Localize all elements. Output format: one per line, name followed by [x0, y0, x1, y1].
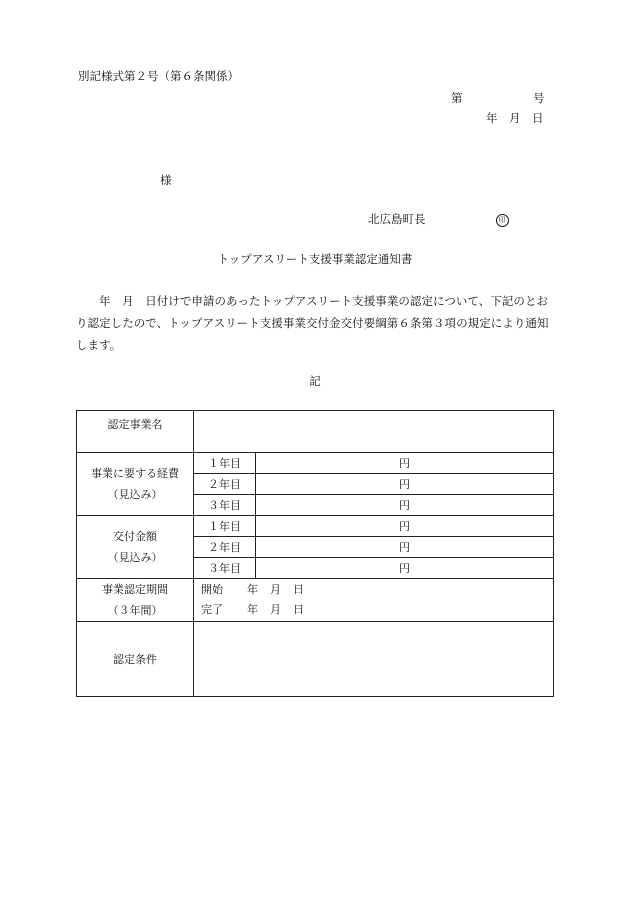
expense-amount-2[interactable]: 円: [256, 474, 554, 495]
seal-mark: 印: [496, 214, 509, 227]
grant-amount-1[interactable]: 円: [256, 516, 554, 537]
expense-amount-1[interactable]: 円: [256, 453, 554, 474]
expense-year-1: １年目: [194, 453, 256, 474]
addressee-suffix: 様: [160, 173, 172, 187]
conditions-label: 認定条件: [77, 622, 194, 697]
project-name-label: 認定事業名: [107, 417, 163, 431]
grant-label: 交付金額: [113, 530, 157, 543]
ki-heading: 記: [309, 374, 321, 388]
conditions-value[interactable]: [194, 622, 554, 697]
grant-row-1: [77, 516, 554, 537]
body-paragraph: 年 月 日付けで申請のあったトップアスリート支援事業の認定について、下記のとおり認定したので、トップアスリート支援事業交付金交付要綱第６条第３項の規定により通知します。: [76, 294, 549, 352]
project-name-value[interactable]: [194, 411, 554, 453]
form-label: 別記様式第２号（第６条関係）: [78, 69, 239, 83]
period-label-cell: [77, 579, 194, 622]
grant-label-cell: [77, 516, 194, 579]
grant-year-1: １年目: [194, 516, 256, 537]
sender-title: 北広島町長: [368, 212, 426, 226]
period-end-year: 年: [247, 603, 258, 616]
grant-year-2: ２年目: [194, 537, 256, 558]
expense-label-note: （見込み）: [107, 488, 163, 501]
details-table: [76, 410, 554, 697]
expense-amount-3[interactable]: 円: [256, 495, 554, 516]
period-end-label: 完了: [201, 603, 223, 616]
period-end-day: 日: [293, 603, 304, 616]
period-value-cell[interactable]: [194, 579, 554, 622]
period-label-note: （３年間）: [107, 604, 163, 617]
document-date: 年 月 日: [486, 111, 544, 125]
period-label: 事業認定期間: [102, 583, 168, 596]
grant-amount-3[interactable]: 円: [256, 558, 554, 579]
grant-amount-2[interactable]: 円: [256, 537, 554, 558]
period-end: [201, 600, 553, 620]
grant-year-3: ３年目: [194, 558, 256, 579]
project-name-label-cell: [77, 411, 194, 453]
period-start-month: 月: [270, 583, 281, 596]
project-name-row: [77, 411, 554, 453]
document-title: トップアスリート支援事業認定通知書: [217, 252, 413, 266]
expense-row-1: [77, 453, 554, 474]
expense-label-cell: [77, 453, 194, 516]
document-number-suffix: 号: [533, 91, 545, 105]
grant-label-note: （見込み）: [107, 551, 163, 564]
expense-year-3: ３年目: [194, 495, 256, 516]
document-number-prefix: 第: [451, 91, 463, 105]
document-number: [451, 90, 545, 106]
period-end-month: 月: [270, 603, 281, 616]
expense-year-2: ２年目: [194, 474, 256, 495]
conditions-row: [77, 622, 554, 697]
period-row: [77, 579, 554, 622]
expense-label: 事業に要する経費: [91, 467, 179, 480]
period-start-day: 日: [293, 583, 304, 596]
period-start: [201, 580, 553, 600]
sender: [368, 211, 509, 227]
period-start-year: 年: [247, 583, 258, 596]
period-start-label: 開始: [201, 583, 223, 596]
